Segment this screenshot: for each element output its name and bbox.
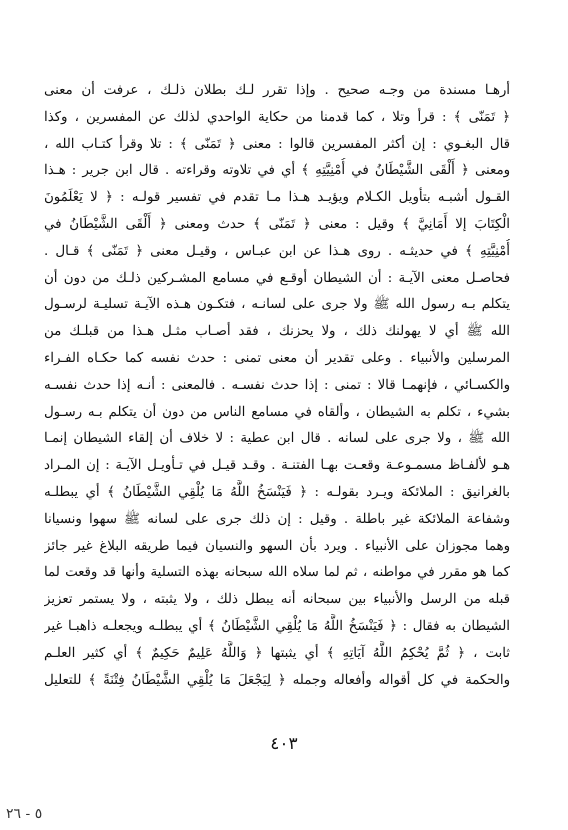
text-line: ثابت ، ﴿ ثُمَّ يُحْكِمُ اللَّهُ آيَاتِهِ ﴾ أي يثبتها ﴿ وَاللَّهُ عَلِيمٌ حَكِيمٌ ﴾ أي كثير العلـم: [44, 645, 510, 661]
text-line: وهما مجوزان على الأنبياء . ويرد بأن السهو والنسيان فيما طريقه البلاغ غير جائز: [44, 538, 510, 554]
text-line: والكسـائي ، فإنهمـا قالا : تمنى : إذا حدث نفسـه . فالمعنى : أنـه إذا حدث نفسـه: [44, 377, 510, 393]
text-line: كما هو مقرر في مواطنه ، ثم لما سلاه الله سبحانه بهذه التسلية وأنها قد وقعت لما: [44, 565, 510, 581]
text-line: المرسلين والأنبياء . وعلى تقدير أن معنى تمنى : حدث نفسه كما حكـاه الفـراء: [44, 350, 510, 366]
text-line: أُمْنِيَّتِهِ ﴾ في حديثـه . روى هـذا عن ابن عبـاس ، وقيـل معنى ﴿ تَمَنّى ﴾ قـال .: [44, 243, 510, 259]
text-line: هـو لألفـاظ مسمـوعـة وقعـت بهـا الفتنـة . وقـد قيـل في تـأويـل الآيـة : إن المـراد: [44, 458, 510, 474]
text-line: فحاصـل معنى الآيـة : أن الشيطان أوقـع في مسامع المشـركين ذلـك من دون أن: [44, 270, 510, 286]
page-number: ٤٠٣: [270, 734, 298, 754]
text-line: وشفاعة الملائكة غير باطلة . وقيل : إن ذلك جرى على لسانه ﷺ سهوا ونسيانا: [44, 511, 510, 527]
text-line: يتكلم بـه رسول الله ﷺ ولا جرى على لسانـه ، فتكـون هـذه الآيـة تسليـة لرسـول: [44, 297, 510, 313]
text-line: الله ﷺ ، ولا جرى على لسانه . قال ابن عطية : لا خلاف أن إلقاء الشيطان إنمـا: [44, 431, 510, 447]
text-line: الْكِتَابَ إلا أَمَانِيَّ ﴾ وقيل : معنى ﴿ تَمَنّى ﴾ حدث ومعنى ﴿ أَلْقَى الشَّيْطَانُ في: [44, 216, 510, 232]
main-text: [44, 78, 510, 694]
text-line: قال البغـوي : إن أكثر المفسرين قالوا : معنى ﴿ تَمَنّى ﴾ : تلا وقرأ كتـاب الله ،: [44, 136, 510, 152]
text-line: أرهـا مسندة من وجـه صحيح . وإذا تقرر لـك بطلان ذلـك ، عرفت أن معنى: [44, 83, 510, 98]
text-line: ومعنى ﴿ أَلْقَى الشَّيْطَانُ في أُمْنِيَّتِهِ ﴾ أي في تلاوته وقراءته . قال ابن جرير : هـذا: [44, 163, 510, 179]
text-line: الله ﷺ أي لا يهولنك ذلك ، ولا يحزنك ، فقد أصـاب مثـل هـذا من قبلـك من: [44, 324, 510, 340]
text-line: بشيء ، تكلم به الشيطان ، وألقاه في مسامع الناس من دون أن يتكلم بـه رسـول: [44, 404, 510, 420]
text-line: ﴿ تَمَنّى ﴾ : قرأ وتلا ، كما قدمنا من حكاية الواحدي لذلك عن المفسرين ، وكذا: [44, 109, 510, 125]
text-line: الشيطان به فقال : ﴿ فَيَنْسَخُ اللَّهُ مَا يُلْقِي الشَّيْطَانُ ﴾ أي يبطلـه ويجعلـه ذاهبـا غير: [44, 618, 510, 634]
text-line: والحكمة في كل أقواله وأفعاله وجمله ﴿ لِيَجْعَلَ مَا يُلْقِي الشَّيْطَانُ فِتْنَةً ﴾ للتعليل: [44, 672, 510, 688]
text-line: قبله من الرسل والأنبياء بين سبحانه أنه يبطل ذلك ، ولا يثبته ، ولا يستمر تعزيز: [44, 592, 510, 608]
text-line: بالغرانيق : الملائكة ويـرد بقولـه : ﴿ فَيَنْسَخُ اللَّهُ مَا يُلْقِي الشَّيْطَانُ ﴾ أي يبطلـه: [44, 484, 510, 500]
signature-mark: ٥ - ٢٦: [6, 806, 43, 822]
text-line: القـول أشبـه بتأويل الكـلام ويؤيـد هـذا مـا تقدم في تفسير قولـه : ﴿ لا يَعْلَمُونَ: [44, 190, 510, 206]
